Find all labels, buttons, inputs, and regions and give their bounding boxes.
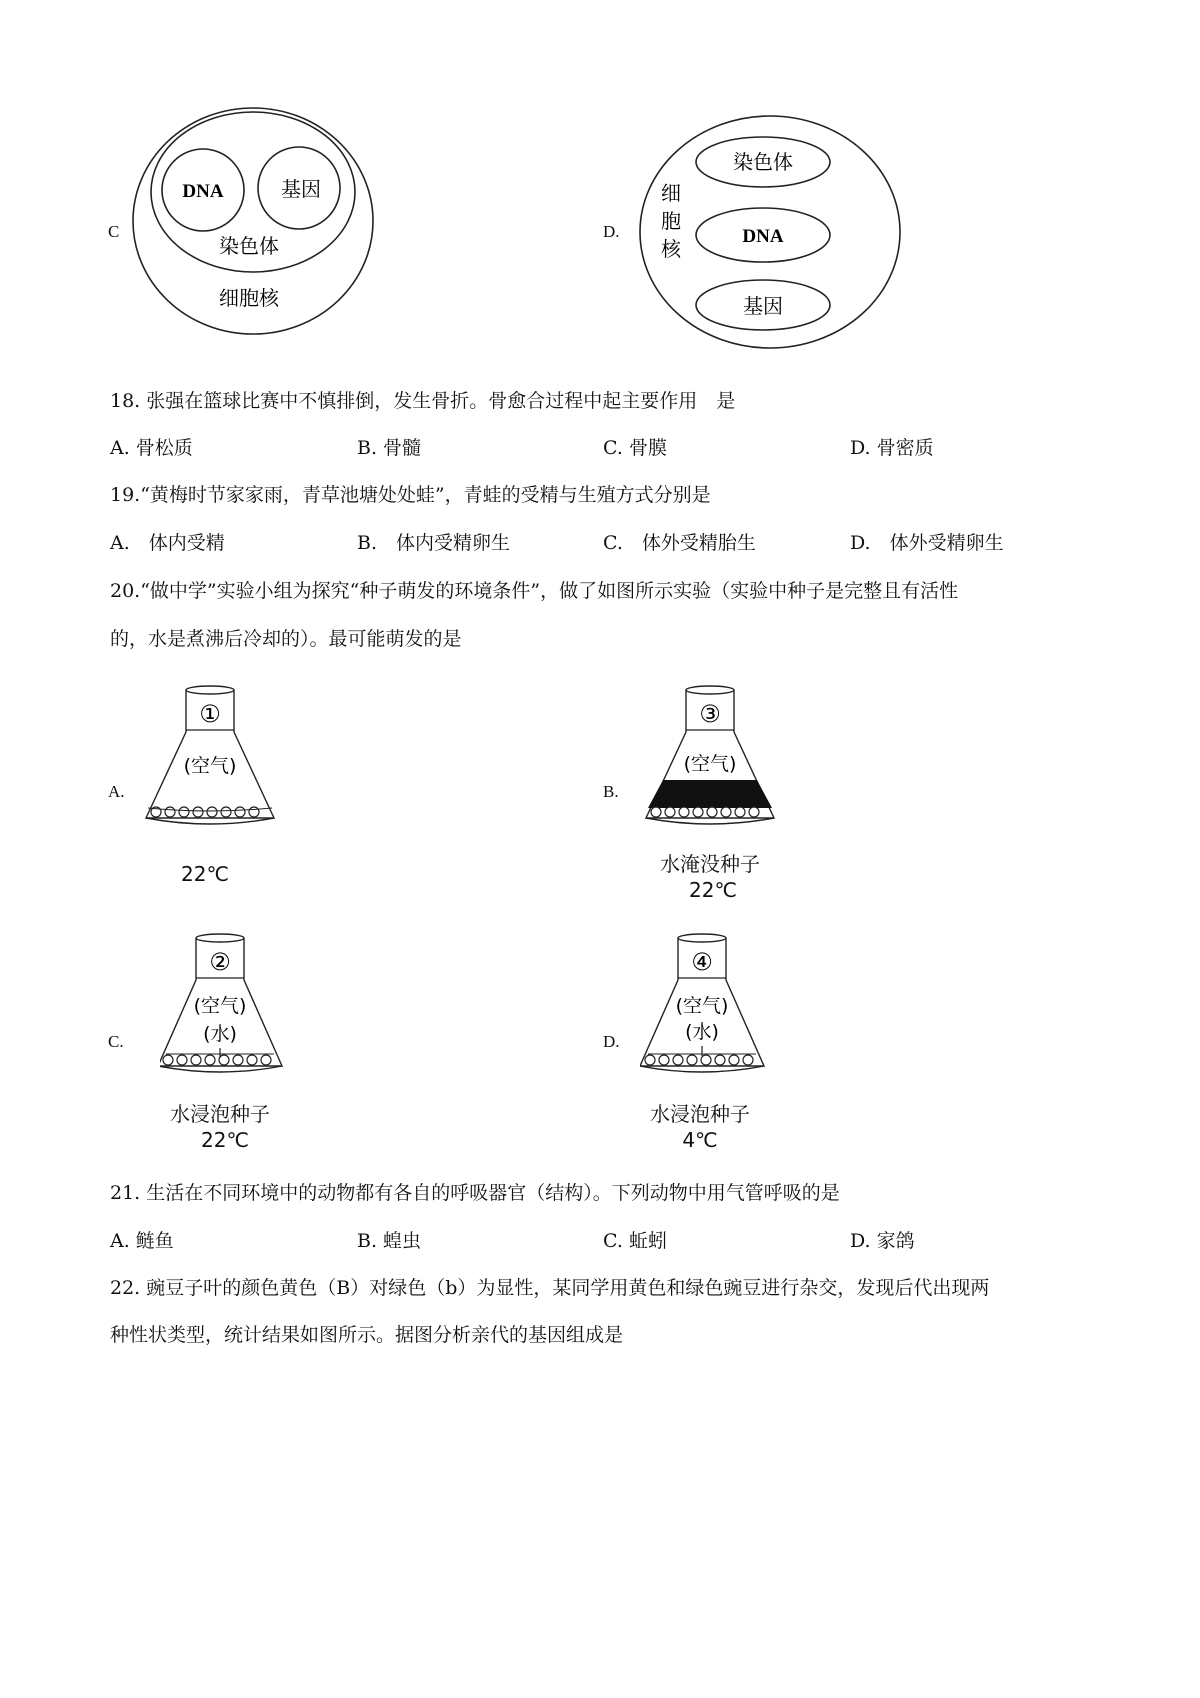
q21-option-b[interactable]: B. 蝗虫	[357, 1230, 422, 1252]
flask-c-condition: 水浸泡种子	[170, 1102, 270, 1126]
flask-c-number: ②	[209, 948, 231, 976]
flask-b-option-label: B.	[603, 782, 619, 801]
flask-b-condition: 水淹没种子	[660, 852, 760, 876]
q21-option-a[interactable]: A. 鲢鱼	[110, 1230, 174, 1252]
flask-c-water: (水)	[203, 1023, 237, 1045]
flask-d-diagram	[640, 928, 780, 1078]
q19-option-b[interactable]: B. 体内受精卵生	[357, 532, 511, 554]
q18-option-b[interactable]: B. 骨髓	[357, 437, 422, 459]
q21-option-c[interactable]: C. 蚯蚓	[603, 1230, 667, 1252]
question-22-stem-line-2: 种性状类型，统计结果如图所示。据图分析亲代的基因组成是	[110, 1324, 624, 1346]
nucleus-label: 细胞核	[219, 286, 279, 310]
q18-option-d[interactable]: D. 骨密质	[850, 437, 934, 459]
question-20-stem-line-2: 的，水是煮沸后冷却的）。最可能萌发的是	[110, 628, 462, 650]
nucleus-char-3: 核	[661, 237, 681, 261]
q19-option-c[interactable]: C. 体外受精胎生	[603, 532, 756, 554]
flask-d-condition: 水浸泡种子	[650, 1102, 750, 1126]
flask-a-option-label: A.	[108, 782, 125, 801]
flask-a-number: ①	[199, 700, 221, 728]
flask-d-temp: 4℃	[682, 1128, 718, 1152]
flask-c-temp: 22℃	[201, 1128, 249, 1152]
question-20-stem-line-1: 20.“做中学”实验小组为探究“种子萌发的环境条件”，做了如图所示实验（实验中种子是完整且有活性	[110, 580, 959, 602]
flask-b-air: (空气)	[683, 753, 737, 775]
question-22-stem-line-1: 22. 豌豆子叶的颜色黄色（B）对绿色（b）为显性，某同学用黄色和绿色豌豆进行杂交，发现后代出现两	[110, 1277, 990, 1299]
venn-diagram-c	[125, 95, 385, 355]
gene-label: 基因	[743, 294, 783, 318]
flask-d-water: (水)	[685, 1021, 719, 1043]
q18-option-c[interactable]: C. 骨膜	[603, 437, 667, 459]
q21-option-d[interactable]: D. 家鸽	[850, 1230, 915, 1252]
flask-c-diagram	[160, 928, 300, 1078]
flask-d-air: (空气)	[675, 995, 729, 1017]
nucleus-char-1: 细	[661, 181, 681, 205]
chromosome-label: 染色体	[733, 150, 793, 174]
option-c-label: C	[108, 222, 120, 241]
question-19-stem: 19.“黄梅时节家家雨，青草池塘处处蛙”，青蛙的受精与生殖方式分别是	[110, 484, 711, 506]
flask-b-water-fill	[648, 780, 772, 808]
dna-label: DNA	[182, 181, 224, 202]
flask-b-temp: 22℃	[689, 878, 737, 902]
nucleus-char-2: 胞	[661, 209, 681, 233]
flask-d-option-label: D.	[603, 1032, 620, 1051]
gene-label: 基因	[281, 177, 321, 201]
question-18-stem: 18. 张强在篮球比赛中不慎排倒，发生骨折。骨愈合过程中起主要作用 是	[110, 390, 736, 412]
flask-b-diagram	[640, 680, 780, 830]
q19-option-d[interactable]: D. 体外受精卵生	[850, 532, 1004, 554]
flask-c-option-label: C.	[108, 1032, 124, 1051]
flask-a-air: (空气)	[183, 755, 237, 777]
chromosome-label: 染色体	[219, 234, 279, 258]
option-d-label: D.	[603, 222, 620, 241]
q19-option-a[interactable]: A. 体内受精	[110, 532, 225, 554]
flask-d-number: ④	[691, 948, 713, 976]
q18-option-a[interactable]: A. 骨松质	[110, 437, 193, 459]
nucleus-diagram-d	[630, 108, 910, 358]
flask-a-diagram	[140, 680, 280, 830]
flask-a-temp: 22℃	[181, 862, 229, 886]
flask-c-air: (空气)	[193, 995, 247, 1017]
flask-b-number: ③	[699, 700, 721, 728]
dna-label: DNA	[742, 226, 784, 247]
question-21-stem: 21. 生活在不同环境中的动物都有各自的呼吸器官（结构）。下列动物中用气管呼吸的是	[110, 1182, 840, 1204]
